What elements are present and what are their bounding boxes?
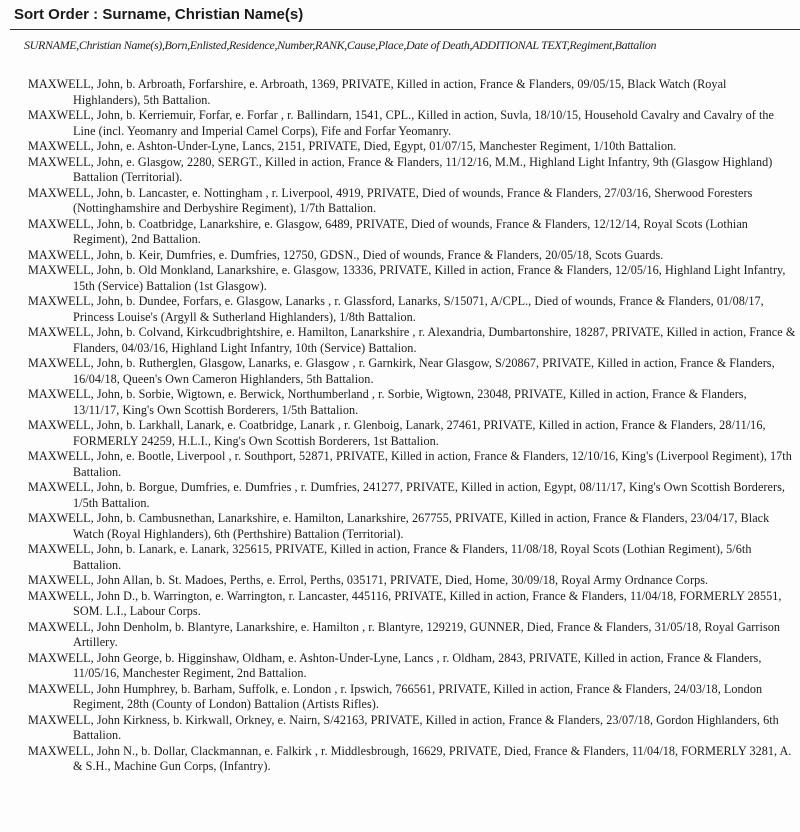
record-entry: MAXWELL, John, e. Glasgow, 2280, SERGT., Killed in action, France & Flanders, 11/12/16, M.M., Highland Light Infantry, 9th (Glasgow Highland) Battalion (Territorial). [28, 154, 773, 184]
record-entry: MAXWELL, John Allan, b. St. Madoes, Perths, e. Errol, Perths, 035171, PRIVATE, Died, Home, 30/09/18, Royal Army Ordnance Corps. [28, 573, 709, 587]
record-entry: MAXWELL, John, b. Old Monkland, Lanarkshire, e. Glasgow, 13336, PRIVATE, Killed in action, France & Flanders, 12/05/16, Highland Light Infantry, 15th (Service) Battalion (1st Glasgow). [28, 263, 786, 293]
record-entry: MAXWELL, John D., b. Warrington, e. Warrington, r. Lancaster, 445116, PRIVATE, Killed in action, France & Flanders, 11/04/18, FORMERLY 28551, SOM. L.I., Labour Corps. [28, 588, 782, 618]
record-entry: MAXWELL, John, b. Cambusnethan, Lanarkshire, e. Hamilton, Lanarkshire, 267755, PRIVATE, Killed in action, France & Flanders, 23/04/17, Black Watch (Royal Highlanders), 6th (Perthshire) Battalion (Territorial). [28, 511, 770, 541]
page-title: Sort Order : Surname, Christian Name(s) [14, 6, 304, 23]
record-entry: MAXWELL, John Kirkness, b. Kirkwall, Orkney, e. Nairn, S/42163, PRIVATE, Killed in action, France & Flanders, 23/07/18, Gordon Highlanders, 6th Battalion. [28, 712, 779, 742]
record-entry: MAXWELL, John Denholm, b. Blantyre, Lanarkshire, e. Hamilton , r. Blantyre, 129219, GUNNER, Died, France & Flanders, 31/05/18, Royal Garrison Artillery. [28, 619, 781, 649]
record-list [28, 77, 796, 775]
record-entry: MAXWELL, John, b. Larkhall, Lanark, e. Coatbridge, Lanark , r. Glenboig, Lanark, 27461, PRIVATE, Killed in action, France & Flanders, 28/11/16, FORMERLY 24259, H.L.I., King's Own Scottish Borderers, 1st Battalion. [28, 418, 766, 448]
record-entry: MAXWELL, John, b. Borgue, Dumfries, e. Dumfries , r. Dumfries, 241277, PRIVATE, Killed in action, Egypt, 08/11/17, King's Own Scottish Borderers, 1/5th Battalion. [28, 480, 785, 510]
column-header: SURNAME,Christian Name(s),Born,Enlisted,Residence,Number,RANK,Cause,Place,Date of Death,ADDITIONAL TEXT,Regiment,Battalion [24, 38, 657, 52]
record-entry: MAXWELL, John, b. Sorbie, Wigtown, e. Berwick, Northumberland , r. Sorbie, Wigtown, 23048, PRIVATE, Killed in action, France & Flanders, 13/11/17, King's Own Scottish Borderers, 1/5th Battalion. [28, 387, 747, 417]
record-entry: MAXWELL, John, b. Lanark, e. Lanark, 325615, PRIVATE, Killed in action, France & Flanders, 11/08/18, Royal Scots (Lothian Regiment), 5/6th Battalion. [28, 542, 752, 572]
record-entry: MAXWELL, John, b. Keir, Dumfries, e. Dumfries, 12750, GDSN., Died of wounds, France & Flanders, 20/05/18, Scots Guards. [28, 247, 664, 262]
record-entry: MAXWELL, John, b. Arbroath, Forfarshire, e. Arbroath, 1369, PRIVATE, Killed in action, France & Flanders, 09/05/15, Black Watch (Royal Highlanders), 5th Battalion. [28, 77, 727, 107]
record-entry: MAXWELL, John, b. Rutherglen, Glasgow, Lanarks, e. Glasgow , r. Garnkirk, Near Glasgow, S/20867, PRIVATE, Killed in action, France & Flanders, 16/04/18, Queen's Own Cameron Highlanders, 5th Battalion. [28, 356, 775, 386]
title-divider [10, 29, 800, 30]
record-entry: MAXWELL, John, b. Dundee, Forfars, e. Glasgow, Lanarks , r. Glassford, Lanarks, S/15071, A/CPL., Died of wounds, France & Flanders, 01/08/17, Princess Louise's (Argyll & Sutherland Highlanders), 1/8th Battalion. [28, 294, 764, 324]
record-entry: MAXWELL, John, b. Lancaster, e. Nottingham , r. Liverpool, 4919, PRIVATE, Died of wounds, France & Flanders, 27/03/16, Sherwood Foresters (Nottinghamshire and Derbyshire Regiment), 1/7th Battalion. [28, 185, 753, 215]
record-entry: MAXWELL, John, e. Bootle, Liverpool , r. Southport, 52871, PRIVATE, Killed in action, France & Flanders, 12/10/16, King's (Liverpool Regiment), 17th Battalion. [28, 449, 792, 479]
record-entry: MAXWELL, John, b. Coatbridge, Lanarkshire, e. Glasgow, 6489, PRIVATE, Died of wounds, France & Flanders, 12/12/14, Royal Scots (Lothian Regiment), 2nd Battalion. [28, 216, 748, 246]
record-entry: MAXWELL, John N., b. Dollar, Clackmannan, e. Falkirk , r. Middlesbrough, 16629, PRIVATE, Died, France & Flanders, 11/04/18, FORMERLY 3281, A. & S.H., Machine Gun Corps, (Infantry). [28, 743, 792, 773]
record-entry: MAXWELL, John, b. Kerriemuir, Forfar, e. Forfar , r. Ballindarn, 1541, CPL., Killed in action, Suvla, 18/10/15, Household Cavalry and Cavalry of the Line (incl. Yeomanry and Imperial Camel Corps), Fife and Forfar Yeomanry. [28, 108, 774, 138]
record-entry: MAXWELL, John, e. Ashton-Under-Lyne, Lancs, 2151, PRIVATE, Died, Egypt, 01/07/15, Manchester Regiment, 1/10th Battalion. [28, 139, 677, 153]
record-entry: MAXWELL, John, b. Colvand, Kirkcudbrightshire, e. Hamilton, Lanarkshire , r. Alexandria, Dumbartonshire, 18287, PRIVATE, Killed in action, France & Flanders, 04/03/16, Highland Light Infantry, 10th (Service) Battalion. [28, 325, 796, 355]
record-entry: MAXWELL, John Humphrey, b. Barham, Suffolk, e. London , r. Ipswich, 766561, PRIVATE, Killed in action, France & Flanders, 24/03/18, London Regiment, 28th (County of London) Battalion (Artists Rifles). [28, 681, 763, 711]
record-entry: MAXWELL, John George, b. Higginshaw, Oldham, e. Ashton-Under-Lyne, Lancs , r. Oldham, 2843, PRIVATE, Killed in action, France & Flanders, 11/05/16, Manchester Regiment, 2nd Battalion. [28, 650, 762, 680]
